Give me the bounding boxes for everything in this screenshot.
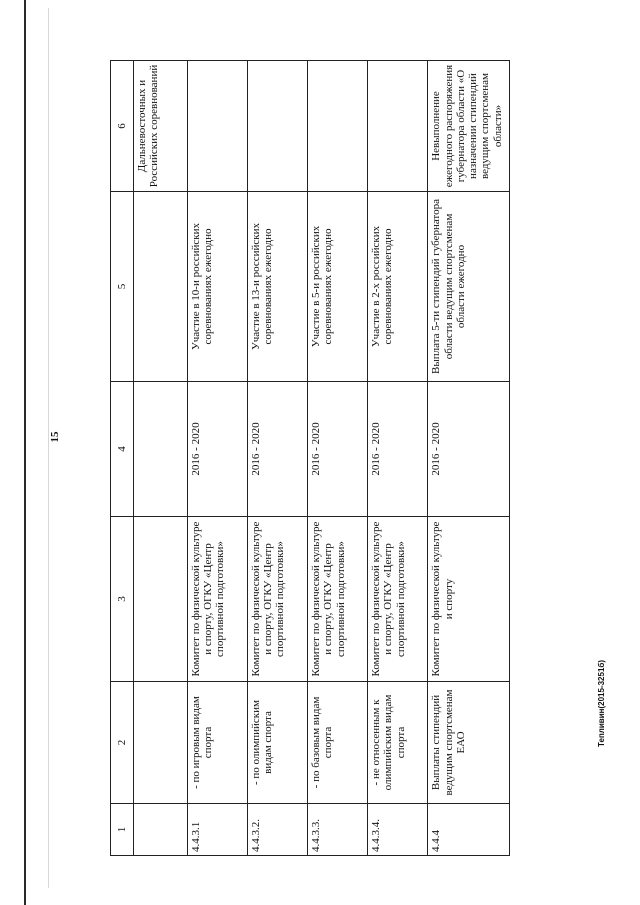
header-col-3: 3 — [111, 517, 134, 682]
header-col-1: 1 — [111, 804, 134, 856]
measure-name: - по игровым видам спорта — [187, 682, 247, 804]
responsible-executor: Комитет по физической культуре и спорту — [428, 517, 510, 682]
implementation-period: 2016 - 2020 — [368, 382, 428, 517]
cont-cell-name — [133, 682, 187, 804]
responsible-executor: Комитет по физической культуре и спорту, ОГКУ «Центр спортивной подготовки» — [368, 517, 428, 682]
implementation-period: 2016 - 2020 — [187, 382, 247, 517]
expected-result: Участие в 13-и российских соревнованиях ежегодно — [247, 192, 307, 382]
table-row — [368, 61, 428, 856]
implementation-period: 2016 - 2020 — [247, 382, 307, 517]
cont-cell-period — [133, 382, 187, 517]
cont-cell-executor — [133, 517, 187, 682]
measure-name: Выплаты стипендий ведущим спортсменам ЕАО — [428, 682, 510, 804]
header-col-5: 5 — [111, 192, 134, 382]
measure-name: - не относенным к олимпийским видам спорта — [368, 682, 428, 804]
non-fulfilment-consequence: Невыполнение ежегодного распоряжения губернатора области «О назначении стипендий ведущим спортсменам области» — [428, 61, 510, 192]
responsible-executor: Комитет по физической культуре и спорту, ОГКУ «Центр спортивной подготовки» — [187, 517, 247, 682]
document-footer-code: Тепливин(2015-3251б) — [597, 660, 606, 747]
non-fulfilment-consequence — [247, 61, 307, 192]
responsible-executor: Комитет по физической культуре и спорту, ОГКУ «Центр спортивной подготовки» — [307, 517, 367, 682]
header-col-4: 4 — [111, 382, 134, 517]
table-continuation-row — [133, 61, 187, 856]
row-number: 4.4.3.1 — [187, 804, 247, 856]
cont-cell-result — [133, 192, 187, 382]
responsible-executor: Комитет по физической культуре и спорту, ОГКУ «Центр спортивной подготовки» — [247, 517, 307, 682]
expected-result: Участие в 10-и российских соревнованиях ежегодно — [187, 192, 247, 382]
expected-result: Участие в 5-и российских соревнованиях ежегодно — [307, 192, 367, 382]
expected-result: Участие в 2-х российских соревнованиях ежегодно — [368, 192, 428, 382]
header-col-2: 2 — [111, 682, 134, 804]
non-fulfilment-consequence — [307, 61, 367, 192]
non-fulfilment-consequence — [187, 61, 247, 192]
table-row — [428, 61, 510, 856]
expected-result: Выплата 5-ти стипендий губернатора области ведущим спортсменам области ежегодно — [428, 192, 510, 382]
cont-cell-consequence: Дальневосточных и Российских соревнований — [133, 61, 187, 192]
row-number: 4.4.3.2. — [247, 804, 307, 856]
implementation-period: 2016 - 2020 — [428, 382, 510, 517]
non-fulfilment-consequence — [368, 61, 428, 192]
left-margin-rule — [24, 0, 26, 905]
measure-name: - по олимпийским видам спорта — [247, 682, 307, 804]
table-row — [247, 61, 307, 856]
header-col-6: 6 — [111, 61, 134, 192]
row-number: 4.4.4 — [428, 804, 510, 856]
cont-cell-num — [133, 804, 187, 856]
rotated-table-container — [110, 61, 510, 856]
table-row — [307, 61, 367, 856]
row-number: 4.4.3.4. — [368, 804, 428, 856]
page-number: 15 — [49, 431, 61, 443]
measure-name: - по базовым видам спорта — [307, 682, 367, 804]
table-row — [187, 61, 247, 856]
table-header-row — [111, 61, 134, 856]
program-measures-table — [110, 60, 510, 856]
row-number: 4.4.3.3. — [307, 804, 367, 856]
implementation-period: 2016 - 2020 — [307, 382, 367, 517]
